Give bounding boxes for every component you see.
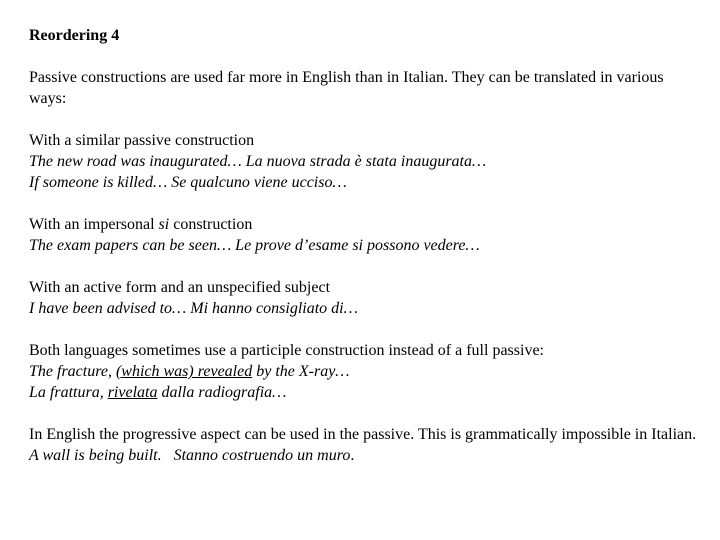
heading-text: construction	[169, 216, 253, 233]
section-active-form	[29, 277, 699, 319]
example-text: La frattura,	[29, 384, 108, 401]
slide-title: Reordering 4	[29, 27, 120, 44]
section-heading	[29, 214, 699, 235]
underlined-phrase: (which was) revealed	[115, 363, 253, 380]
section-heading: With a similar passive construction	[29, 132, 255, 149]
section-heading: Both languages sometimes use a participle construction instead of a full passive:	[29, 342, 544, 359]
example-line: The exam papers can be seen… Le prove d’esame si possono vedere…	[29, 237, 480, 254]
section-similar-passive	[29, 130, 699, 193]
example-english: A wall is being built.	[29, 447, 162, 464]
example-line: If someone is killed… Se qualcuno viene ucciso…	[29, 174, 347, 191]
example-line: The new road was inaugurated… La nuova strada è stata inaugurata…	[29, 153, 487, 170]
section-participle	[29, 340, 699, 403]
example-text: dalla radiografia…	[157, 384, 287, 401]
example-text: by the X-ray…	[252, 363, 350, 380]
section-progressive	[29, 424, 699, 466]
example-line	[29, 382, 699, 403]
section-heading: With an active form and an unspecified subject	[29, 279, 331, 296]
si-term: si	[158, 216, 170, 233]
example-text: The fracture,	[29, 363, 116, 380]
heading-text: With an impersonal	[29, 216, 159, 233]
slide-content	[29, 25, 699, 487]
example-line: I have been advised to… Mi hanno consigliato di…	[29, 300, 358, 317]
section-heading: In English the progressive aspect can be used in the passive. This is grammatically impossible in Italian.	[29, 426, 697, 443]
underlined-phrase: rivelata	[107, 384, 158, 401]
section-impersonal-si	[29, 214, 699, 256]
example-period: .	[350, 447, 355, 464]
example-italian: Stanno costruendo un muro	[173, 447, 351, 464]
example-line	[29, 445, 699, 466]
example-line	[29, 361, 699, 382]
intro-paragraph: Passive constructions are used far more in English than in Italian. They can be translated in various ways:	[29, 69, 664, 107]
